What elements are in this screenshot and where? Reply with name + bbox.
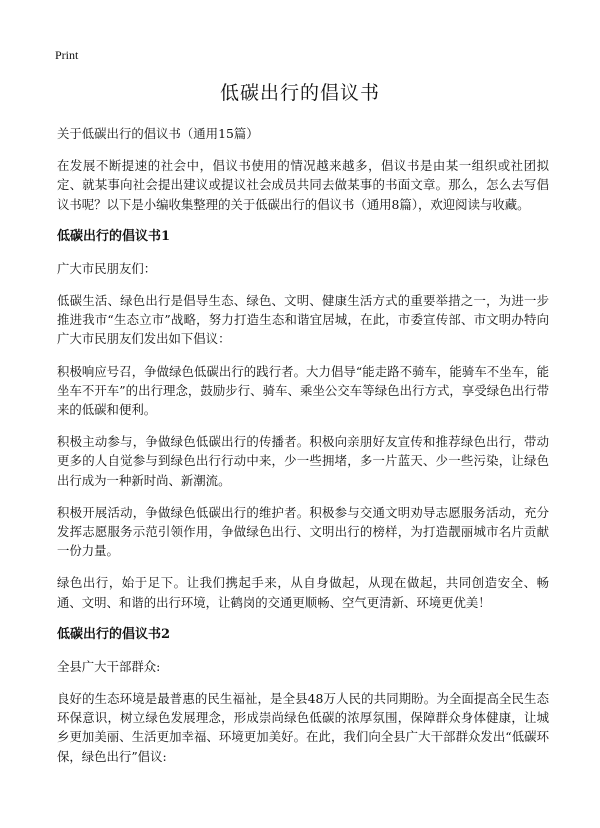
section-greeting: 广大市民朋友们：: [57, 260, 157, 276]
article-body: [57, 124, 549, 779]
print-link[interactable]: Print: [55, 48, 79, 62]
body-paragraph: 积极响应号召，争做绿色低碳出行的践行者。大力倡导“能走路不骑车，能骑车不坐车，能坐车不开车”的出行理念，鼓励步行、骑车、乘坐公交车等绿色出行方式，享受绿色出行带来的低碳和便利。: [57, 363, 549, 418]
section-greeting: 全县广大干部群众:: [57, 658, 161, 674]
section-heading: 低碳出行的倡议书1: [57, 228, 171, 244]
body-paragraph: 积极开展活动，争做绿色低碳出行的维护者。积极参与交通文明劝导志愿服务活动，充分发挥志愿服务示范引领作用，争做绿色出行、文明出行的榜样，为打造靓丽城市名片贡献一份力量。: [57, 504, 549, 559]
section-heading: 低碳出行的倡议书2: [57, 626, 171, 642]
body-paragraph: 低碳生活、绿色出行是倡导生态、绿色、文明、健康生活方式的重要举措之一，为进一步推进我市“生态立市”战略，努力打造生态和谐宜居城，在此，市委宣传部、市文明办特向广大市民朋友们发出如下倡议：: [57, 293, 549, 347]
body-paragraph: 良好的生态环境是最普惠的民生福祉，是全县48万人民的共同期盼。为全面提高全民生态环保意识，树立绿色发展理念，形成崇尚绿色低碳的浓厚氛围，保障群众身体健康，让城乡更加美丽、生活更加幸福、环境更加美好。在此，我们向全县广大干部群众发出“低碳环保，绿色出行”倡议:: [57, 691, 549, 764]
intro-paragraph: 在发展不断提速的社会中，倡议书使用的情况越来越多，倡议书是由某一组织或社团拟定、就某事向社会提出建议或提议社会成员共同去做某事的书面文章。那么，怎么去写倡议书呢？以下是小编收集整理的关于低碳出行的倡议书（通用8篇），欢迎阅读与收藏。: [57, 158, 549, 212]
article-subtitle: 关于低碳出行的倡议书（通用15篇）: [57, 126, 259, 141]
page-title: 低碳出行的倡议书: [219, 82, 380, 104]
body-paragraph: 积极主动参与，争做绿色低碳出行的传播者。积极向亲朋好友宣传和推荐绿色出行，带动更多的人自觉参与到绿色出行行动中来，少一些拥堵，多一片蓝天、少一些污染，让绿色出行成为一种新时尚、新潮流。: [57, 434, 549, 488]
body-paragraph: 绿色出行，始于足下。让我们携起手来，从自身做起，从现在做起，共同创造安全、畅通、文明、和谐的出行环境，让鹤岗的交通更顺畅、空气更清新、环境更优美！: [57, 575, 549, 610]
